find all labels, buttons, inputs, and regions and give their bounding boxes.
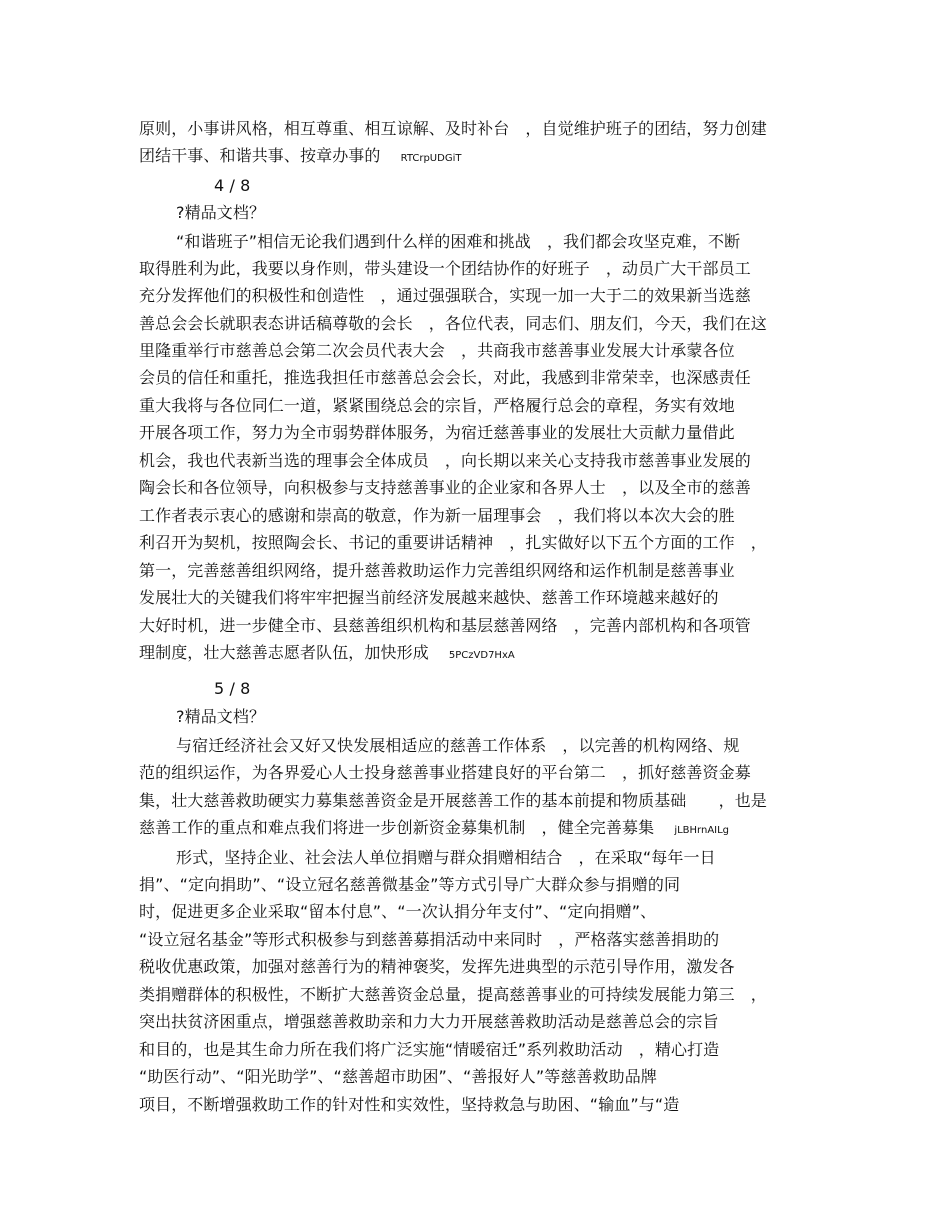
text-line: 捐”、“定向捐助”、“设立冠名慈善微基金”等方式引导广大群众参与捐赠的同	[139, 875, 681, 894]
doc-code: jLBHrnAILg	[674, 825, 730, 836]
doc-code: RTCrpUDGiT	[400, 153, 462, 164]
text-line: 与宿迁经济社会又好又快发展相适应的慈善工作体系 ，以完善的机构网络、规	[176, 736, 740, 755]
text-line: 集，壮大慈善救助硬实力募集慈善资金是开展慈善工作的基本前提和物质基础 ，也是	[139, 791, 767, 810]
text-line: “设立冠名基金”等形式积极参与到慈善募捐活动中来同时 ，严格落实慈善捐助的	[139, 930, 720, 949]
text-line: 慈善工作的重点和难点我们将进一步创新资金募集机制 ，健全完善募集 jLBHrnAILg	[139, 818, 730, 837]
doc-code: 5PCzVD7HxA	[448, 650, 515, 661]
text-line: 类捐赠群体的积极性，不断扩大慈善资金总量，提高慈善事业的可持续发展能力第三 ，	[139, 985, 767, 1004]
text-line: 开展各项工作，努力为全市弱势群体服务，为宿迁慈善事业的发展壮大贡献力量借此	[139, 423, 735, 442]
watermark-text: ?精品文档？	[176, 707, 266, 726]
text-line: 税收优惠政策，加强对慈善行为的精神褒奖，发挥先进典型的示范引导作用，激发各	[139, 957, 735, 976]
text-line: 团结干事、和谐共事、按章办事的 RTCrpUDGiT	[139, 146, 462, 165]
text-line: 充分发挥他们的积极性和创造性 ，通过强强联合，实现一加一大于二的效果新当选慈	[139, 286, 751, 305]
text-line: 形式，坚持企业、社会法人单位捐赠与群众捐赠相结合 ，在采取“每年一日	[176, 848, 716, 867]
text-line: 利召开为契机，按照陶会长、书记的重要讲话精神 ，扎实做好以下五个方面的工作 ，	[139, 533, 767, 552]
text-line: 重大我将与各位同仁一道，紧紧围绕总会的宗旨，严格履行总会的章程，务实有效地	[139, 396, 735, 415]
text-line: 原则，小事讲风格，相互尊重、相互谅解、及时补台 ，自觉维护班子的团结，努力创建	[139, 119, 767, 138]
text-line: 范的组织运作，为各界爱心人士投身慈善事业搭建良好的平台第二 ，抓好慈善资金募	[139, 763, 751, 782]
text-line: 和目的，也是其生命力所在我们将广泛实施“情暖宿迁”系列救助活动 ，精心打造	[139, 1040, 720, 1059]
page-number: 4 / 8	[214, 176, 251, 195]
text-line: 项目，不断增强救助工作的针对性和实效性，坚持救急与助困、“输血”与“造	[139, 1095, 680, 1114]
text-line: “和谐班子”相信无论我们遇到什么样的困难和挑战 ，我们都会攻坚克难，不断	[176, 232, 741, 251]
text-line: 大好时机，进一步健全市、县慈善组织机构和基层慈善网络 ，完善内部机构和各项管	[139, 616, 751, 635]
text-line: 里隆重举行市慈善总会第二次会员代表大会 ，共商我市慈善事业发展大计承蒙各位	[139, 341, 735, 360]
text-line: 时，促进更多企业采取“留本付息”、“一次认捐分年支付”、“定向捐赠”、	[139, 902, 657, 921]
text-line: 陶会长和各位领导，向积极参与支持慈善事业的企业家和各界人士 ，以及全市的慈善	[139, 478, 751, 497]
text-line: 突出扶贫济困重点，增强慈善救助亲和力大力开展慈善救助活动是慈善总会的宗旨	[139, 1012, 719, 1031]
page-number: 5 / 8	[214, 679, 251, 698]
text-line: 工作者表示衷心的感谢和崇高的敬意，作为新一届理事会 ，我们将以本次大会的胜	[139, 506, 735, 525]
text-line: 机会，我也代表新当选的理事会全体成员 ，向长期以来关心支持我市慈善事业发展的	[139, 451, 751, 470]
text-line: “助医行动”、“阳光助学”、“慈善超市助困”、“善报好人”等慈善救助品牌	[139, 1067, 657, 1086]
text-line: 取得胜利为此，我要以身作则，带头建设一个团结协作的好班子 ，动员广大干部员工	[139, 259, 751, 278]
text-line: 会员的信任和重托，推选我担任市慈善总会会长，对此，我感到非常荣幸，也深感责任	[139, 368, 751, 387]
text-line: 第一，完善慈善组织网络，提升慈善救助运作力完善组织网络和运作机制是慈善事业	[139, 561, 735, 580]
text-line: 善总会会长就职表态讲话稿尊敬的会长 ，各位代表，同志们、朋友们，今天，我们在这	[139, 314, 767, 333]
watermark-text: ?精品文档？	[176, 203, 266, 222]
text-line: 理制度，壮大慈善志愿者队伍，加快形成 5PCzVD7HxA	[139, 643, 515, 662]
text-line: 发展壮大的关键我们将牢牢把握当前经济发展越来越快、慈善工作环境越来越好的	[139, 588, 719, 607]
